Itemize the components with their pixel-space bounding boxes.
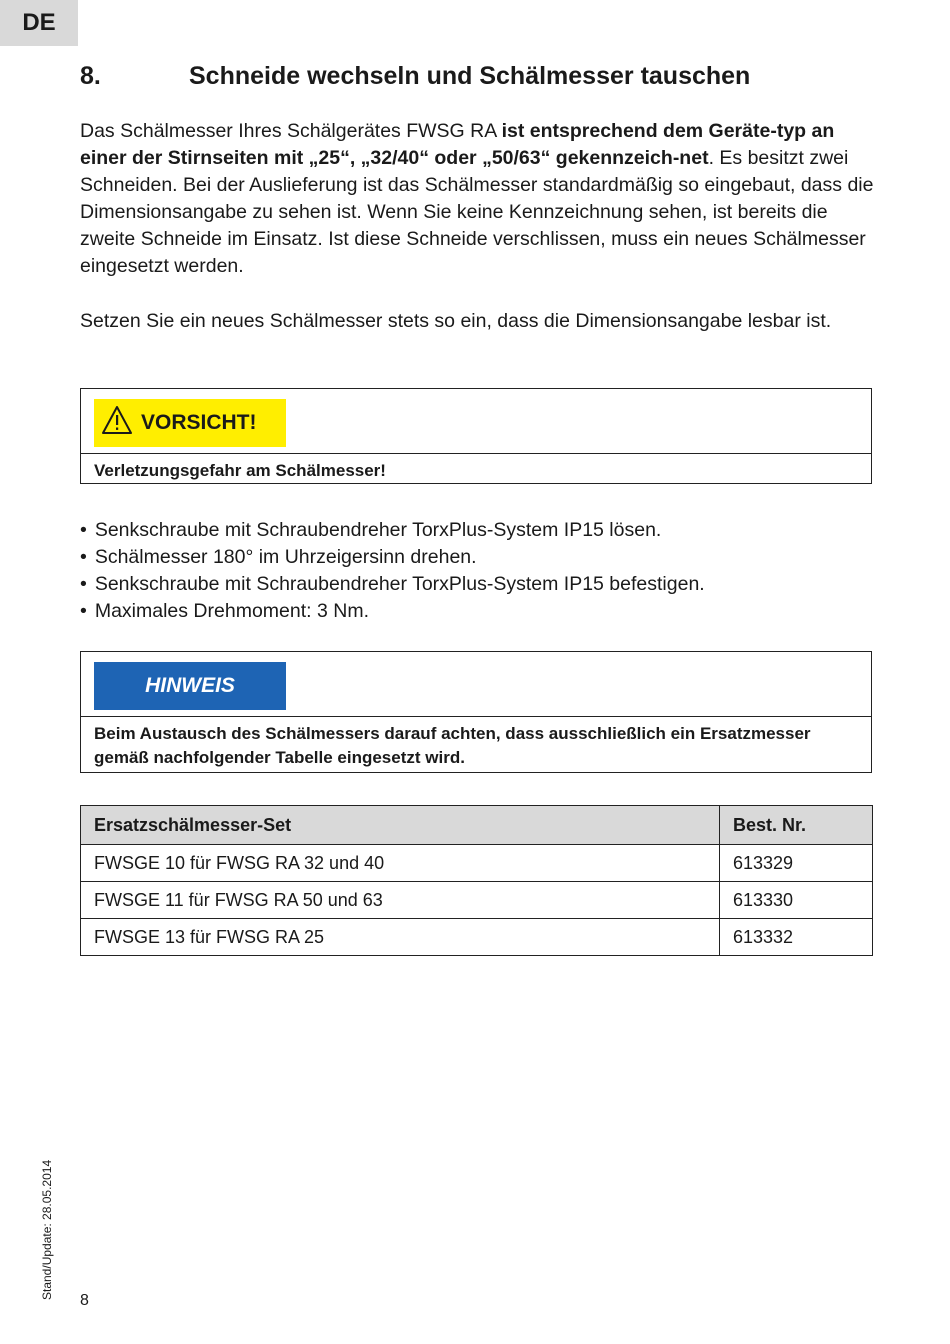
table-header: Ersatzschälmesser-Set <box>81 806 720 845</box>
caution-box <box>80 388 872 484</box>
table-cell: 613330 <box>720 882 873 919</box>
revision-date: Stand/Update: 28.05.2014 <box>40 1159 54 1300</box>
steps-list <box>80 517 705 625</box>
notice-header <box>81 652 871 717</box>
table-cell: FWSGE 11 für FWSG RA 50 und 63 <box>81 882 720 919</box>
table-row <box>81 919 873 956</box>
table-row <box>81 845 873 882</box>
list-item: • Schälmesser 180° im Uhrzeigersinn drehen. <box>80 544 705 571</box>
intro-text-start: Das Schälmesser Ihres Schälgerätes FWSG RA <box>80 120 502 142</box>
parts-table <box>80 805 873 956</box>
table-cell: FWSGE 13 für FWSG RA 25 <box>81 919 720 956</box>
language-tab: DE <box>0 0 78 46</box>
caution-text: Verletzungsgefahr am Schälmesser! <box>94 461 386 480</box>
warning-triangle-icon <box>94 405 141 441</box>
caution-header <box>81 389 871 454</box>
table-header: Best. Nr. <box>720 806 873 845</box>
install-paragraph: Setzen Sie ein neues Schälmesser stets so ein, dass die Dimensionsangabe lesbar ist. <box>80 310 832 332</box>
intro-text-bold: ist entsprechend dem Geräte-typ an einer der Stirnseiten mit „25“, „32/40“ oder „50/63“ gekennzeich-net <box>80 120 835 169</box>
section-number: 8. <box>80 62 101 90</box>
table-cell: 613329 <box>720 845 873 882</box>
notice-label: HINWEIS <box>94 662 286 710</box>
list-item: • Senkschraube mit Schraubendreher TorxPlus-System IP15 lösen. <box>80 517 705 544</box>
section-title: Schneide wechseln und Schälmesser tauschen <box>189 62 751 90</box>
page-number: 8 <box>80 1292 89 1309</box>
table-cell: FWSGE 10 für FWSG RA 32 und 40 <box>81 845 720 882</box>
table-header-row <box>81 806 873 845</box>
notice-text: Beim Austausch des Schälmessers darauf achten, dass ausschließlich ein Ersatzmesser gemäß nachfolgender Tabelle eingesetzt wird. <box>94 724 811 767</box>
list-item: • Maximales Drehmoment: 3 Nm. <box>80 598 705 625</box>
list-item: • Senkschraube mit Schraubendreher TorxPlus-System IP15 befestigen. <box>80 571 705 598</box>
intro-text-end: . Es besitzt zwei Schneiden. Bei der Auslieferung ist das Schälmesser standardmäßig so eingebaut, dass die Dimensionsangabe zu sehen ist. Wenn Sie keine Kennzeichnung sehen, ist bereits die zweite Schneide im Einsatz. Ist diese Schneide verschlissen, muss ein neues Schälmesser eingesetzt werden. <box>80 147 874 277</box>
notice-box <box>80 651 872 773</box>
table-cell: 613332 <box>720 919 873 956</box>
caution-label <box>94 399 286 447</box>
table-row <box>81 882 873 919</box>
caution-label-text: VORSICHT! <box>141 411 257 434</box>
intro-paragraph <box>80 118 880 280</box>
